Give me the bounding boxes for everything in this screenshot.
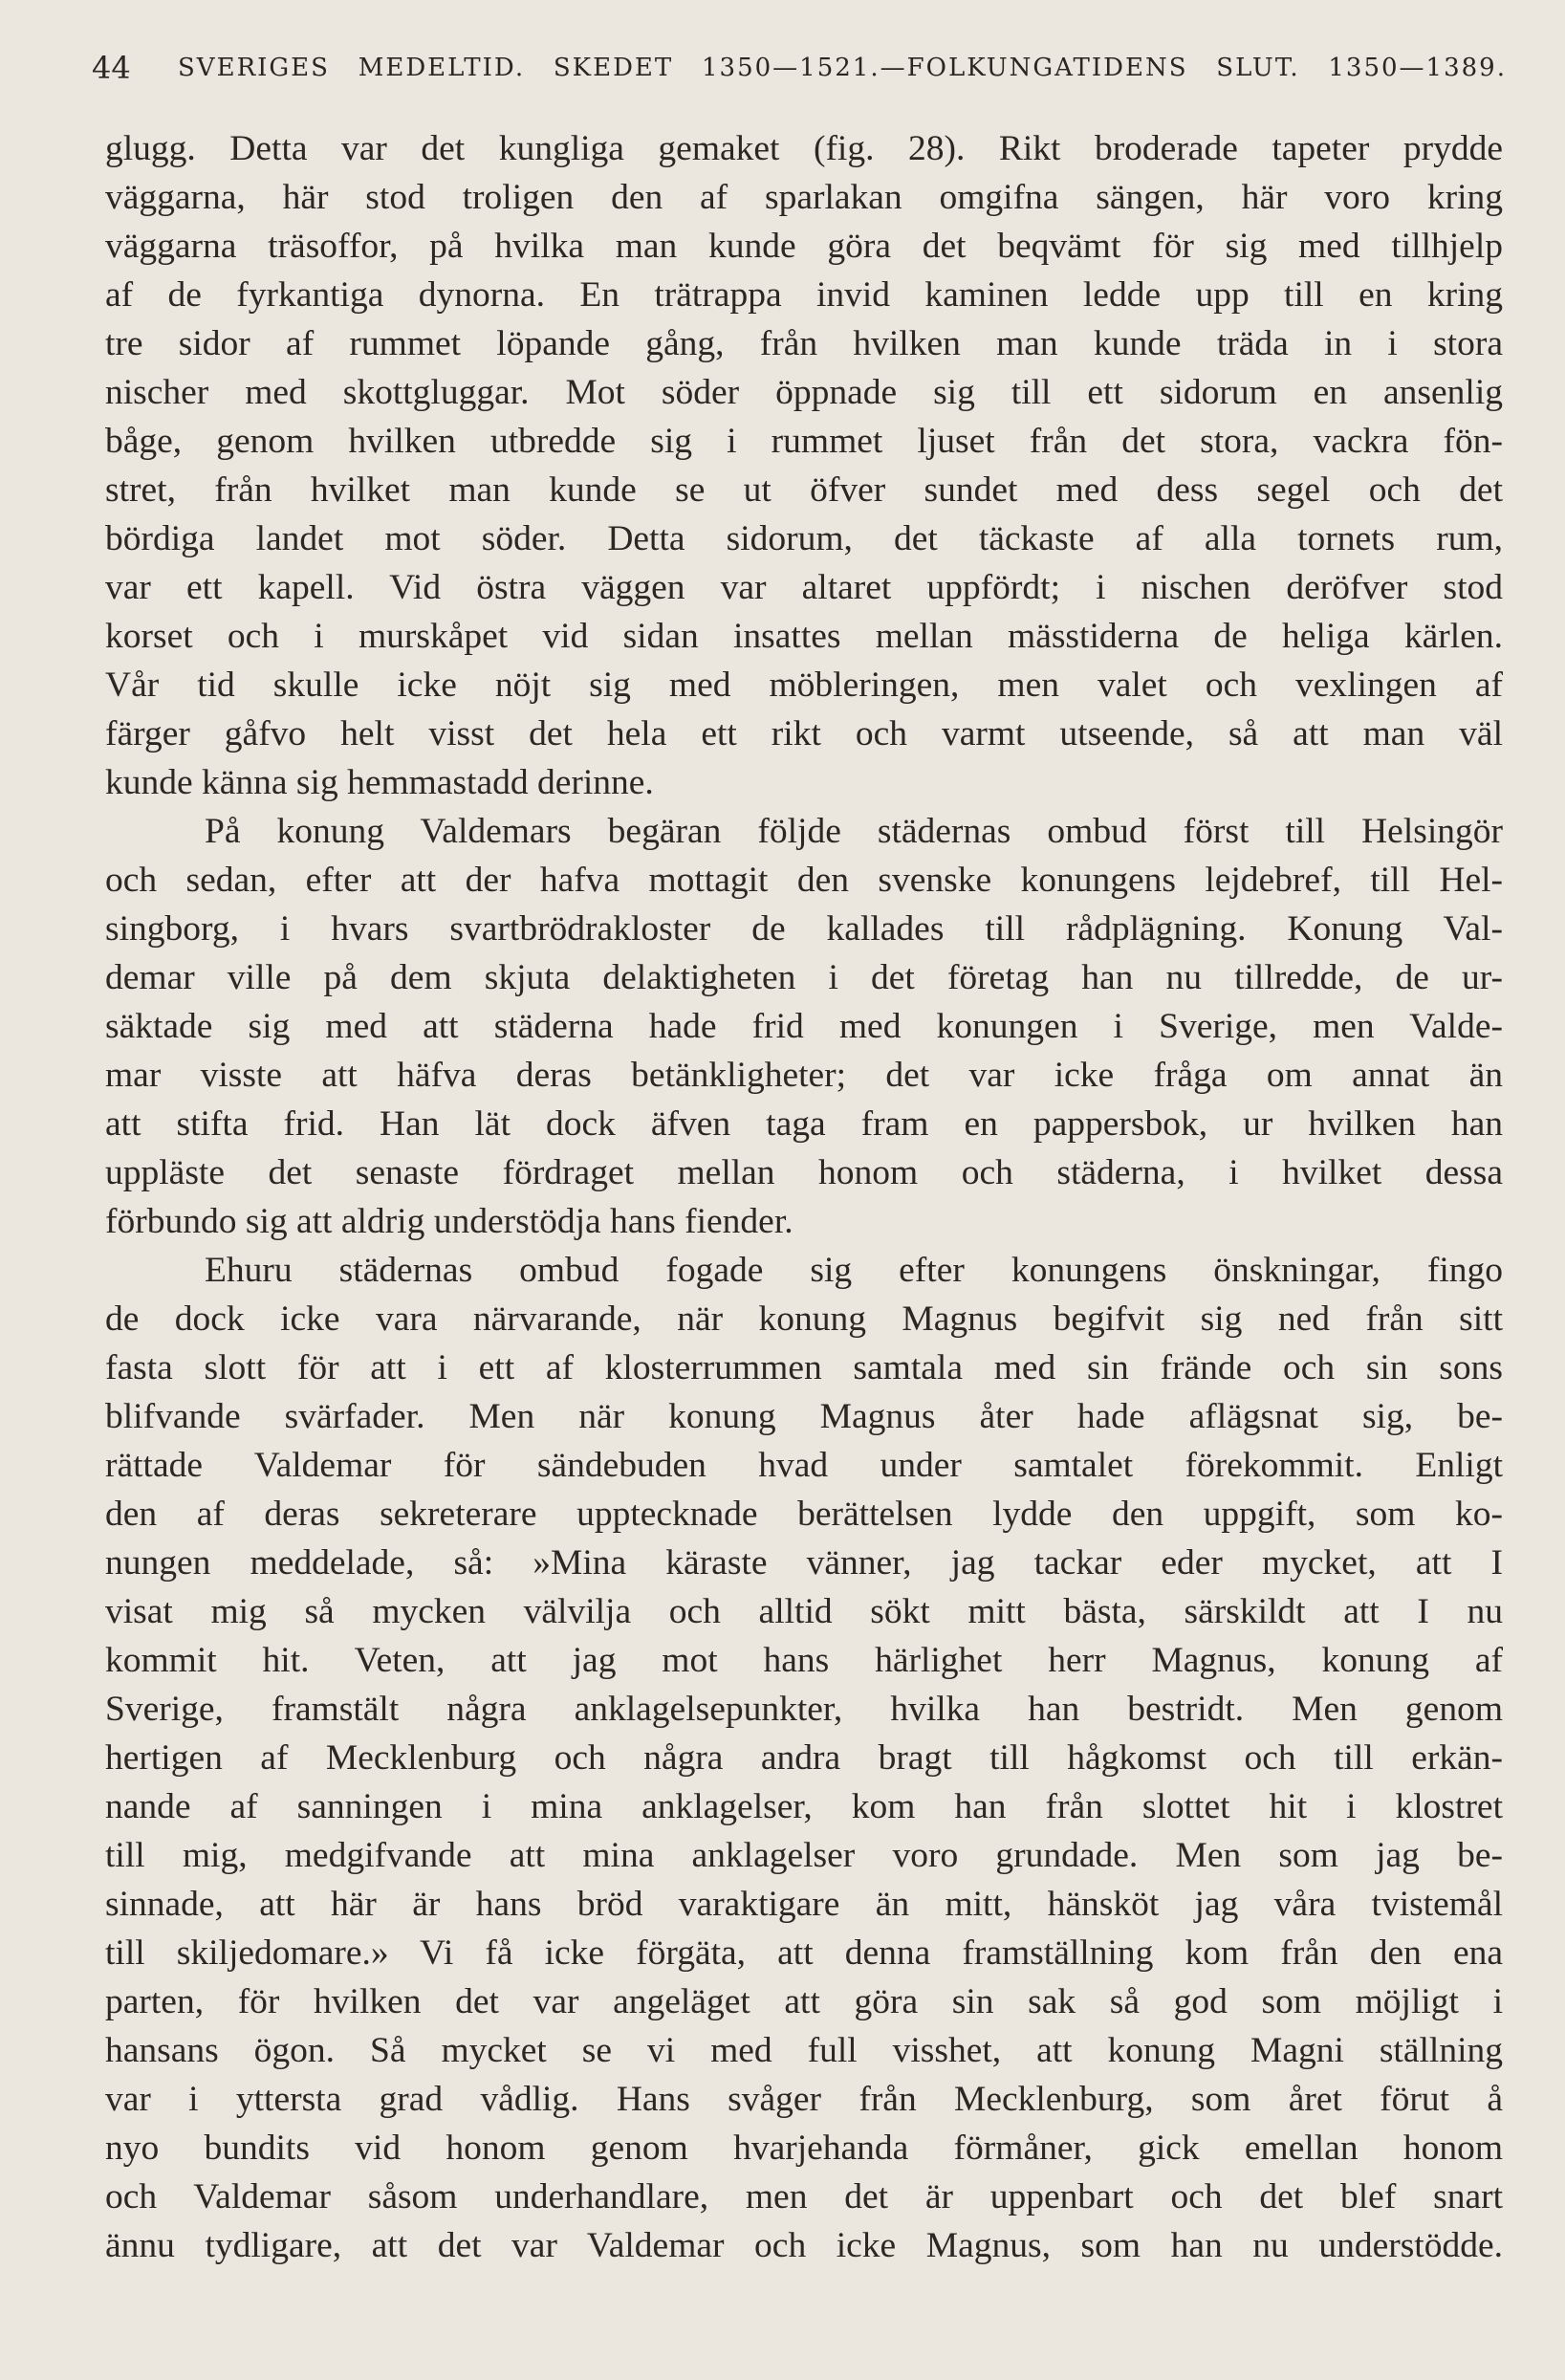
text-line: kunde känna sig hemmastadd derinne. xyxy=(105,763,654,802)
text-line: var i yttersta grad vådlig. Hans svåger från Mecklenburg, som året förut å xyxy=(105,2080,1503,2119)
text-line: nischer med skottgluggar. Mot söder öppnade sig till ett sidorum en ansenlig xyxy=(105,373,1503,412)
text-line: singborg, i hvars svartbrödrakloster de kallades till rådplägning. Konung Val- xyxy=(105,909,1503,949)
text-line: tre sidor af rummet löpande gång, från hvilken man kunde träda in i stora xyxy=(105,324,1503,363)
text-line: nyo bundits vid honom genom hvarjehanda förmåner, gick emellan honom xyxy=(105,2129,1503,2168)
text-line: färger gåfvo helt visst det hela ett rikt och varmt utseende, så att man väl xyxy=(105,714,1503,753)
text-line: parten, för hvilken det var angeläget att göra sin sak så god som möjligt i xyxy=(105,1982,1503,2021)
text-line: stret, från hvilket man kunde se ut öfver sundet med dess segel och det xyxy=(105,470,1503,510)
text-line: till skiljedomare.» Vi få icke förgäta, att denna framställning kom från den ena xyxy=(105,1933,1503,1973)
text-line: och sedan, efter att der hafva mottagit den svenske konungens lejdebref, till Hel- xyxy=(105,861,1503,900)
text-line: väggarna, här stod troligen den af sparlakan omgifna sängen, här voro kring xyxy=(105,178,1503,217)
text-line: af de fyrkantiga dynorna. En trätrappa invid kaminen ledde upp till en kring xyxy=(105,275,1503,315)
text-line: den af deras sekreterare upptecknade berättelsen lydde den uppgift, som ko- xyxy=(105,1495,1503,1534)
text-line: ännu tydligare, att det var Valdemar och icke Magnus, som han nu understödde. xyxy=(105,2226,1503,2265)
text-line: Ehuru städernas ombud fogade sig efter konungens önskningar, fingo xyxy=(205,1251,1503,1290)
text-line: hertigen af Mecklenburg och några andra bragt till hågkomst och till erkän- xyxy=(105,1738,1503,1778)
text-line: båge, genom hvilken utbredde sig i rummet ljuset från det stora, vackra fön- xyxy=(105,422,1503,461)
text-line: uppläste det senaste fördraget mellan honom och städerna, i hvilket dessa xyxy=(105,1153,1503,1192)
text-line: fasta slott för att i ett af klosterrummen samtala med sin frände och sin sons xyxy=(105,1348,1503,1387)
text-line: säktade sig med att städerna hade frid med konungen i Sverige, men Valde- xyxy=(105,1007,1503,1046)
text-line: nungen meddelade, så: »Mina käraste vänner, jag tackar eder mycket, att I xyxy=(105,1543,1503,1583)
text-line: att stifta frid. Han lät dock äfven taga fram en pappersbok, ur hvilken han xyxy=(105,1104,1503,1144)
text-line: På konung Valdemars begäran följde städernas ombud först till Helsingör xyxy=(205,812,1503,851)
text-line: glugg. Detta var det kungliga gemaket (fig. 28). Rikt broderade tapeter prydde xyxy=(105,129,1503,168)
text-line: och Valdemar såsom underhandlare, men det är uppenbart och det blef snart xyxy=(105,2177,1503,2216)
text-line: rättade Valdemar för sändebuden hvad under samtalet förekommit. Enligt xyxy=(105,1446,1503,1485)
text-line: förbundo sig att aldrig understödja hans fiender. xyxy=(105,1202,793,1241)
text-line: blifvande svärfader. Men när konung Magnus åter hade aflägsnat sig, be- xyxy=(105,1397,1503,1436)
text-line: de dock icke vara närvarande, när konung Magnus begifvit sig ned från sitt xyxy=(105,1299,1503,1339)
text-line: visat mig så mycken välvilja och alltid sökt mitt bästa, särskildt att I nu xyxy=(105,1592,1503,1631)
text-line: korset och i murskåpet vid sidan insattes mellan mässtiderna de heliga kärlen. xyxy=(105,617,1503,656)
text-line: Vår tid skulle icke nöjt sig med möbleringen, men valet och vexlingen af xyxy=(105,666,1503,705)
text-line: demar ville på dem skjuta delaktigheten i det företag han nu tillredde, de ur- xyxy=(105,958,1503,997)
page-number: 44 xyxy=(92,50,131,86)
text-line: mar visste att häfva deras betänkligheter; det var icke fråga om annat än xyxy=(105,1056,1503,1095)
text-line: till mig, medgifvande att mina anklagelser voro grundade. Men som jag be- xyxy=(105,1836,1503,1875)
text-line: sinnade, att här är hans bröd varaktigare än mitt, hänsköt jag våra tvistemål xyxy=(105,1885,1503,1924)
text-line: var ett kapell. Vid östra väggen var altaret uppfördt; i nischen deröfver stod xyxy=(105,568,1503,607)
text-line: hansans ögon. Så mycket se vi med full visshet, att konung Magni ställning xyxy=(105,2031,1503,2070)
text-line: Sverige, framstält några anklagelsepunkter, hvilka han bestridt. Men genom xyxy=(105,1690,1503,1729)
text-line: nande af sanningen i mina anklagelser, kom han från slottet hit i klostret xyxy=(105,1787,1503,1826)
text-line: kommit hit. Veten, att jag mot hans härlighet herr Magnus, konung af xyxy=(105,1641,1503,1680)
body-text xyxy=(105,124,1503,2270)
running-title: SVERIGES MEDELTID. SKEDET 1350—1521.—FOLKUNGATIDENS SLUT. 1350—1389. xyxy=(178,54,1507,82)
running-header xyxy=(92,50,1507,88)
text-line: väggarna träsoffor, på hvilka man kunde göra det beqvämt för sig med tillhjelp xyxy=(105,227,1503,266)
text-line: bördiga landet mot söder. Detta sidorum, det täckaste af alla tornets rum, xyxy=(105,519,1503,558)
